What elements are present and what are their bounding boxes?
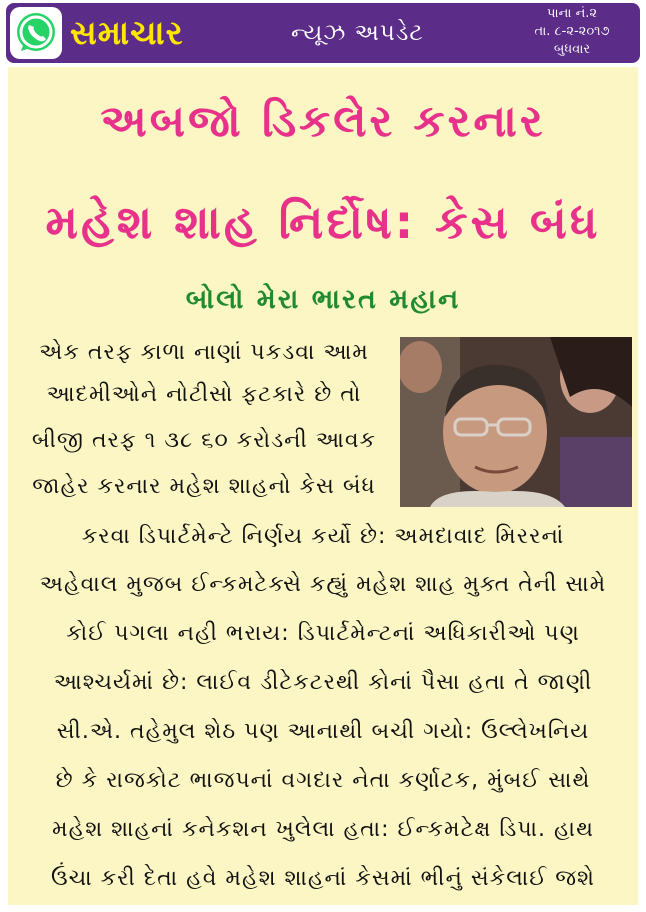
issue-date: તા. ૮-૨-૨૦૧૭	[534, 24, 610, 39]
body-line: છે કે રાજકોટ ભાજપનાં વગદાર નેતા કર્ણાટક, મુંબઈ સાથે	[55, 768, 591, 793]
issue-info	[512, 5, 632, 59]
article-photo	[400, 337, 632, 507]
body-line: મહેશ શાહનાં કનેકશન ખુલેલા હતા: ઈન્કમટેક્ષ ડિપા. હાથ	[52, 817, 594, 842]
whatsapp-icon	[10, 7, 62, 59]
body-line: કોઈ પગલા નહી ભરાય: ડિપાર્ટમેન્ટનાં અધિકારીઓ પણ	[66, 621, 580, 646]
article	[8, 67, 638, 905]
header-subtitle: ન્યૂઝ અપડેટ	[291, 20, 424, 46]
body-line: સી.એ. તહેમુલ શેઠ પણ આનાથી બચી ગયો: ઉલ્લેખનિય	[56, 719, 590, 744]
body-line: જાહેર કરનાર મહેશ શાહનો કેસ બંધ	[32, 474, 376, 499]
body-line: આદમીઓને નોટીસો ફટકારે છે તો	[46, 382, 362, 407]
body-line: કરવા ડિપાર્ટમેન્ટે નિર્ણય કર્યો છે: અમદાવાદ મિરરનાં	[81, 524, 565, 549]
brand-title: સમાચાર	[70, 13, 184, 52]
body-line: અહેવાલ મુજબ ઈન્કમટેક્સે કહ્યું મહેશ શાહ મુક્ત તેની સામે	[39, 572, 607, 597]
masthead	[6, 3, 640, 63]
body-line: ઉંચા કરી દેતા હવે મહેશ શાહનાં કેસમાં ભીનું સંકેલાઈ જશે	[51, 866, 595, 891]
page-number: પાના નં.૨	[546, 6, 598, 21]
body-line: આશ્ચર્યમાં છે: લાઈવ ડીટેકટરથી કોનાં પૈસા હતા તે જાણી	[53, 670, 593, 695]
tagline: બોલો મેરા ભારત મહાન	[185, 284, 461, 315]
body-line: એક તરફ કાળા નાણાં પકડવા આમ	[39, 340, 369, 365]
issue-day: બુધવાર	[553, 42, 591, 57]
headline-line-1: અબજો ડિકલેર કરનાર	[100, 96, 546, 147]
body-line: બીજી તરફ ૧ ૩૮ ૬૦ કરોડની આવક	[31, 428, 377, 453]
headline-line-2: મહેશ શાહ નિર્દોષ: કેસ બંધ	[45, 195, 601, 249]
